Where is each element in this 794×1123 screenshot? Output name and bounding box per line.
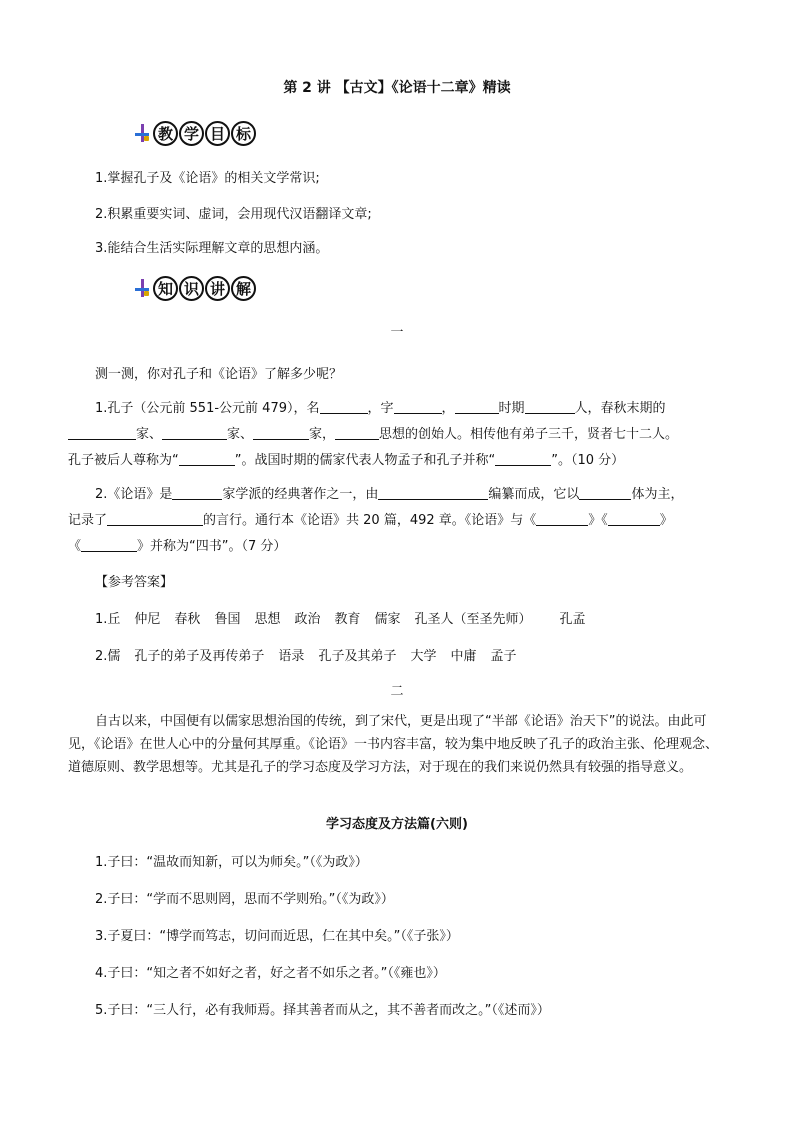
answer-item: 大学 <box>410 649 437 664</box>
question-text: ”。（10 分） <box>551 453 625 468</box>
objective-item: 2.积累重要实词、虚词，会用现代汉语翻译文章; <box>95 207 372 222</box>
section-marker-two: 二 <box>390 684 404 699</box>
fill-blank <box>172 485 222 500</box>
quote-item: 2.子曰：“学而不思则罔，思而不学则殆。”（《为政》） <box>95 892 394 907</box>
answer-item: 孔子及其弟子 <box>318 649 397 664</box>
heading-char: 教 <box>153 121 178 146</box>
answer-item: 儒家 <box>374 612 401 627</box>
question-text: 的言行。通行本《论语》共 20 篇，492 章。《论语》与《 <box>203 513 537 528</box>
heading-char: 学 <box>179 121 204 146</box>
section-heading-knowledge <box>135 273 257 303</box>
question-1 <box>68 396 728 474</box>
fill-blank <box>579 485 631 500</box>
objective-item: 3.能结合生活实际理解文章的思想内涵。 <box>95 241 329 256</box>
question-text: ，字 <box>367 401 394 416</box>
answer-1 <box>95 608 586 627</box>
question-text: 2.《论语》是 <box>95 487 173 502</box>
question-text: 家， <box>309 427 336 442</box>
heading-char: 解 <box>231 276 256 301</box>
question-text: 》并称为“四书”。（7 分） <box>137 539 287 554</box>
fill-blank <box>253 425 309 440</box>
intro-question: 测一测，你对孔子和《论语》了解多少呢？ <box>95 367 343 382</box>
fill-blank <box>335 425 379 440</box>
question-text: 家、 <box>136 427 163 442</box>
question-text: 家、 <box>227 427 254 442</box>
answer-item: 语录 <box>278 649 305 664</box>
answer-item: 1.丘 <box>95 612 121 627</box>
answer-item: 鲁国 <box>214 612 241 627</box>
answer-heading: 【参考答案】 <box>95 575 174 590</box>
fill-blank <box>608 511 660 526</box>
fill-blank <box>455 399 499 414</box>
question-text: 孔子被后人尊称为“ <box>68 453 179 468</box>
question-text: ”。战国时期的儒家代表人物孟子和孔子并称“ <box>234 453 496 468</box>
answer-item: 中庸 <box>450 649 477 664</box>
answer-2 <box>95 645 517 664</box>
fill-blank <box>107 511 203 526</box>
question-text: 》 <box>659 513 673 528</box>
section-heading-objectives <box>135 118 257 148</box>
quote-item: 5.子曰：“三人行，必有我师焉。择其善者而从之，其不善者而改之。”（《述而》） <box>95 1003 550 1018</box>
fill-blank <box>525 399 575 414</box>
question-text: 《 <box>68 539 82 554</box>
fill-blank <box>68 425 136 440</box>
passage-paragraph: 自古以来，中国便有以儒家思想治国的传统，到了宋代，更是出现了“半部《论语》治天下”的说法。由此可见，《论语》在世人心中的分量何其厚重。《论语》一书内容丰富，较为集中地反映了孔子的政治主张、伦理观念、道德原则、教学思想等。尤其是孔子的学习态度及学习方法，对于现在的我们来说仍然具有较强的指导意义。 <box>68 714 719 775</box>
question-text: 》《 <box>588 513 608 528</box>
quote-item: 1.子曰：“温故而知新，可以为师矣。”（《为政》） <box>95 855 368 870</box>
question-text: 编纂而成，它以 <box>488 487 580 502</box>
answer-item: 政治 <box>294 612 321 627</box>
question-text: 1.孔子（公元前 551-公元前 479），名 <box>95 401 320 416</box>
answer-item: 孟子 <box>490 649 517 664</box>
answer-item: 孔圣人（至圣先师） <box>414 612 532 627</box>
quote-item: 4.子曰：“知之者不如好之者，好之者不如乐之者。”（《雍也》） <box>95 966 446 981</box>
question-2 <box>68 482 728 560</box>
answer-item: 春秋 <box>174 612 201 627</box>
heading-char: 知 <box>153 276 178 301</box>
question-text: ， <box>441 401 455 416</box>
fill-blank <box>179 451 235 466</box>
answer-item: 教育 <box>334 612 361 627</box>
answer-item: 仲尼 <box>134 612 161 627</box>
subheading: 学习态度及方法篇(六则) <box>326 817 468 832</box>
fill-blank <box>495 451 551 466</box>
question-text: 思想的创始人。相传他有弟子三千，贤者七十二人。 <box>379 427 679 442</box>
fill-blank <box>81 537 137 552</box>
fill-blank <box>394 399 442 414</box>
question-text: 记录了 <box>68 513 108 528</box>
objective-item: 1.掌握孔子及《论语》的相关文学常识; <box>95 171 320 186</box>
fill-blank <box>162 425 227 440</box>
question-text: 时期 <box>498 401 525 416</box>
answer-item: 思想 <box>254 612 281 627</box>
question-text: 家学派的经典著作之一，由 <box>222 487 379 502</box>
fill-blank <box>378 485 488 500</box>
answer-item: 2.儒 <box>95 649 121 664</box>
fill-blank <box>536 511 588 526</box>
lesson-title: 第 2 讲 【古文】《论语十二章》精读 <box>283 80 511 96</box>
bullet-icon <box>135 279 149 297</box>
answer-item: 孔孟 <box>559 612 586 627</box>
question-text: 人，春秋末期的 <box>574 401 666 416</box>
question-text: 体为主， <box>631 487 684 502</box>
fill-blank <box>320 399 368 414</box>
heading-char: 标 <box>231 121 256 146</box>
quote-item: 3.子夏曰：“博学而笃志，切问而近思，仁在其中矣。”（《子张》） <box>95 929 459 944</box>
heading-char: 讲 <box>205 276 230 301</box>
bullet-icon <box>135 124 149 142</box>
heading-char: 目 <box>205 121 230 146</box>
answer-item: 孔子的弟子及再传弟子 <box>134 649 265 664</box>
heading-char: 识 <box>179 276 204 301</box>
section-marker-one: 一 <box>390 325 404 340</box>
